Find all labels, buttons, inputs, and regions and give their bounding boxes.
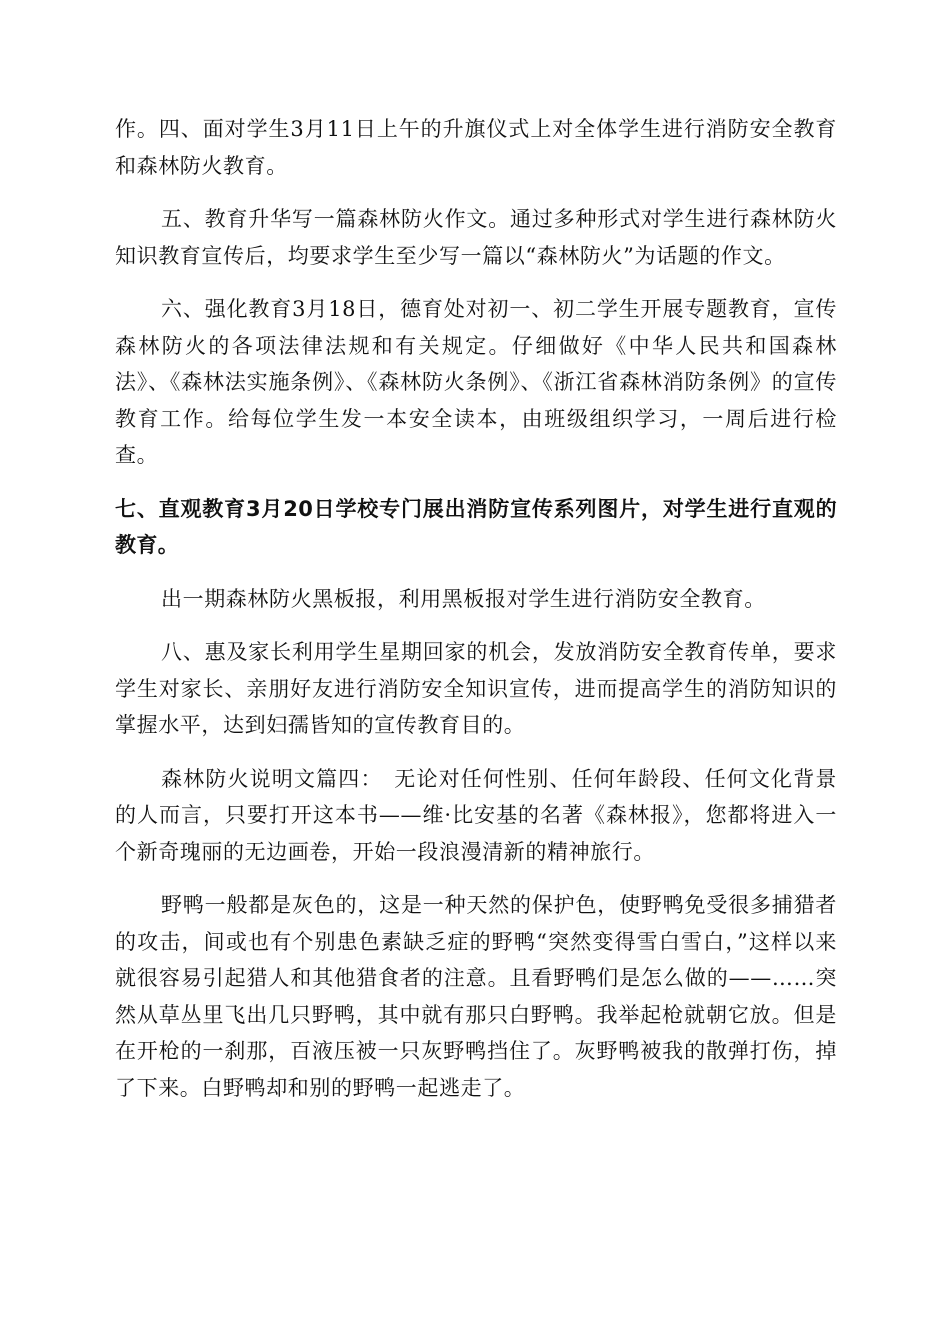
document-body: [115, 111, 837, 1123]
paragraph-essay-writing: 五、教育升华写一篇森林防火作文。通过多种形式对学生进行森林防火知识教育宣传后，均要求学生至少写一篇以“森林防火”为话题的作文。: [115, 207, 837, 268]
paragraph-law-education: 六、强化教育3月18日，德育处对初一、初二学生开展专题教育，宣传森林防火的各项法律法规和有关规定。仔细做好《中华人民共和国森林法》、《森林法实施条例》、《森林防火条例》、《浙江省森林消防条例》的宣传教育工作。给每位学生发一本安全读本，由班级组织学习，一周后进行检查。: [115, 297, 837, 467]
paragraph-essay-four-intro: 森林防火说明文篇四： 无论对任何性别、任何年龄段、任何文化背景的人而言，只要打开这本书——维·比安基的名著《森林报》，您都将进入一个新奇瑰丽的无边画卷，开始一段浪漫清新的精神旅行。: [115, 766, 837, 864]
paragraph-blackboard: 出一期森林防火黑板报，利用黑板报对学生进行消防安全教育。: [161, 586, 766, 611]
paragraph-wild-duck: 野鸭一般都是灰色的，这是一种天然的保护色，使野鸭免受很多捕猎者的攻击，间或也有个别患色素缺乏症的野鸭“突然变得雪白雪白，”这样以来就很容易引起猎人和其他猎食者的注意。且看野鸭们是怎么做的——……突然从草丛里飞出几只野鸭，其中就有那只白野鸭。我举起枪就朝它放。但是在开枪的一刹那，百液压被一只灰野鸭挡住了。灰野鸭被我的散弹打伤，掉了下来。白野鸭却和别的野鸭一起逃走了。: [115, 893, 837, 1100]
paragraph-parents: 八、惠及家长利用学生星期回家的机会，发放消防安全教育传单，要求学生对家长、亲朋好友进行消防安全知识宣传，进而提高学生的消防知识的掌握水平，达到妇孺皆知的宣传教育目的。: [115, 640, 837, 737]
paragraph-visual-education-heading: 七、直观教育3月20日学校专门展出消防宣传系列图片，对学生进行直观的教育。: [115, 496, 837, 557]
paragraph-fire-safety-flag-ceremony: 作。四、面对学生3月11日上午的升旗仪式上对全体学生进行消防安全教育和森林防火教育。: [115, 117, 837, 178]
